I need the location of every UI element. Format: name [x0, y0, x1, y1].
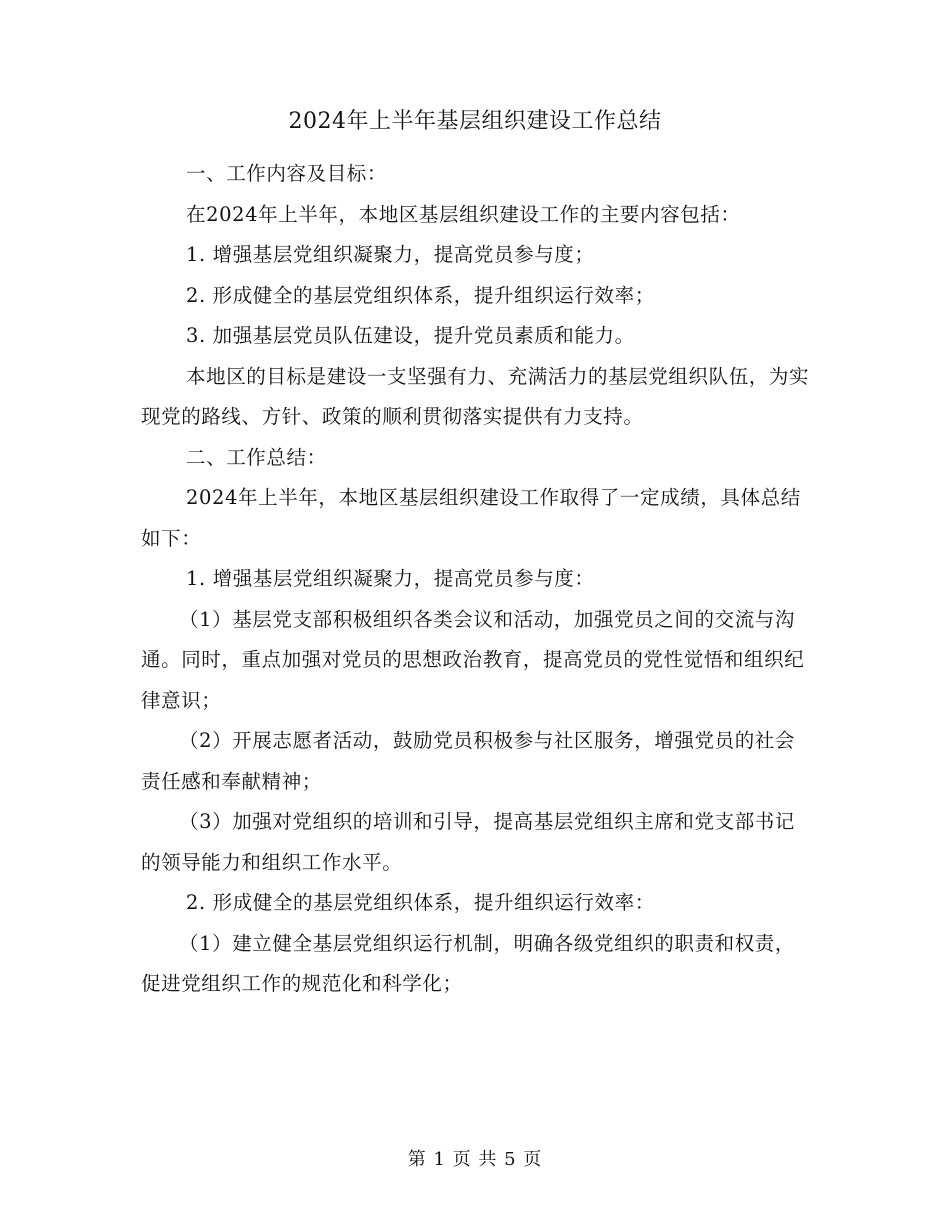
- page-footer: 第 1 页 共 5 页: [407, 1149, 543, 1170]
- summary-subitem-2-1: （1）建立健全基层党组织运行机制，明确各级党组织的职责和权责，促进党组织工作的规范化和科学化；: [141, 931, 796, 995]
- list-item-1: 1. 增强基层党组织凝聚力，提高党员参与度；: [186, 243, 595, 266]
- summary-item-1: 1. 增强基层党组织凝聚力，提高党员参与度：: [186, 567, 595, 590]
- section-heading-1: 一、工作内容及目标：: [186, 162, 388, 185]
- list-item-3: 3. 加强基层党员队伍建设，提升党员素质和能力。: [186, 324, 635, 347]
- list-item-2: 2. 形成健全的基层党组织体系，提升组织运行效率；: [186, 283, 655, 307]
- paragraph-summary: 2024年上半年，本地区基层组织建设工作取得了一定成绩，具体总结如下：: [141, 486, 801, 550]
- paragraph-goal: 本地区的目标是建设一支坚强有力、充满活力的基层党组织队伍，为实现党的路线、方针、政策的顺利贯彻落实提供有力支持。: [141, 364, 810, 428]
- document-title: 2024年上半年基层组织建设工作总结: [288, 109, 662, 134]
- summary-subitem-1-2: （2）开展志愿者活动，鼓励党员积极参与社区服务，增强党员的社会责任感和奉献精神；: [141, 729, 796, 793]
- summary-subitem-1-3: （3）加强对党组织的培训和引导，提高基层党组织主席和党支部书记的领导能力和组织工作水平。: [141, 810, 796, 874]
- document-body: [141, 154, 811, 1005]
- paragraph-intro: 在2024年上半年，本地区基层组织建设工作的主要内容包括：: [186, 202, 741, 226]
- summary-subitem-1-1: （1）基层党支部积极组织各类会议和活动，加强党员之间的交流与沟通。同时，重点加强对党员的思想政治教育，提高党员的党性觉悟和组织纪律意识；: [141, 607, 805, 712]
- section-heading-2: 二、工作总结：: [186, 445, 327, 469]
- summary-item-2: 2. 形成健全的基层党组织体系，提升组织运行效率：: [186, 891, 655, 914]
